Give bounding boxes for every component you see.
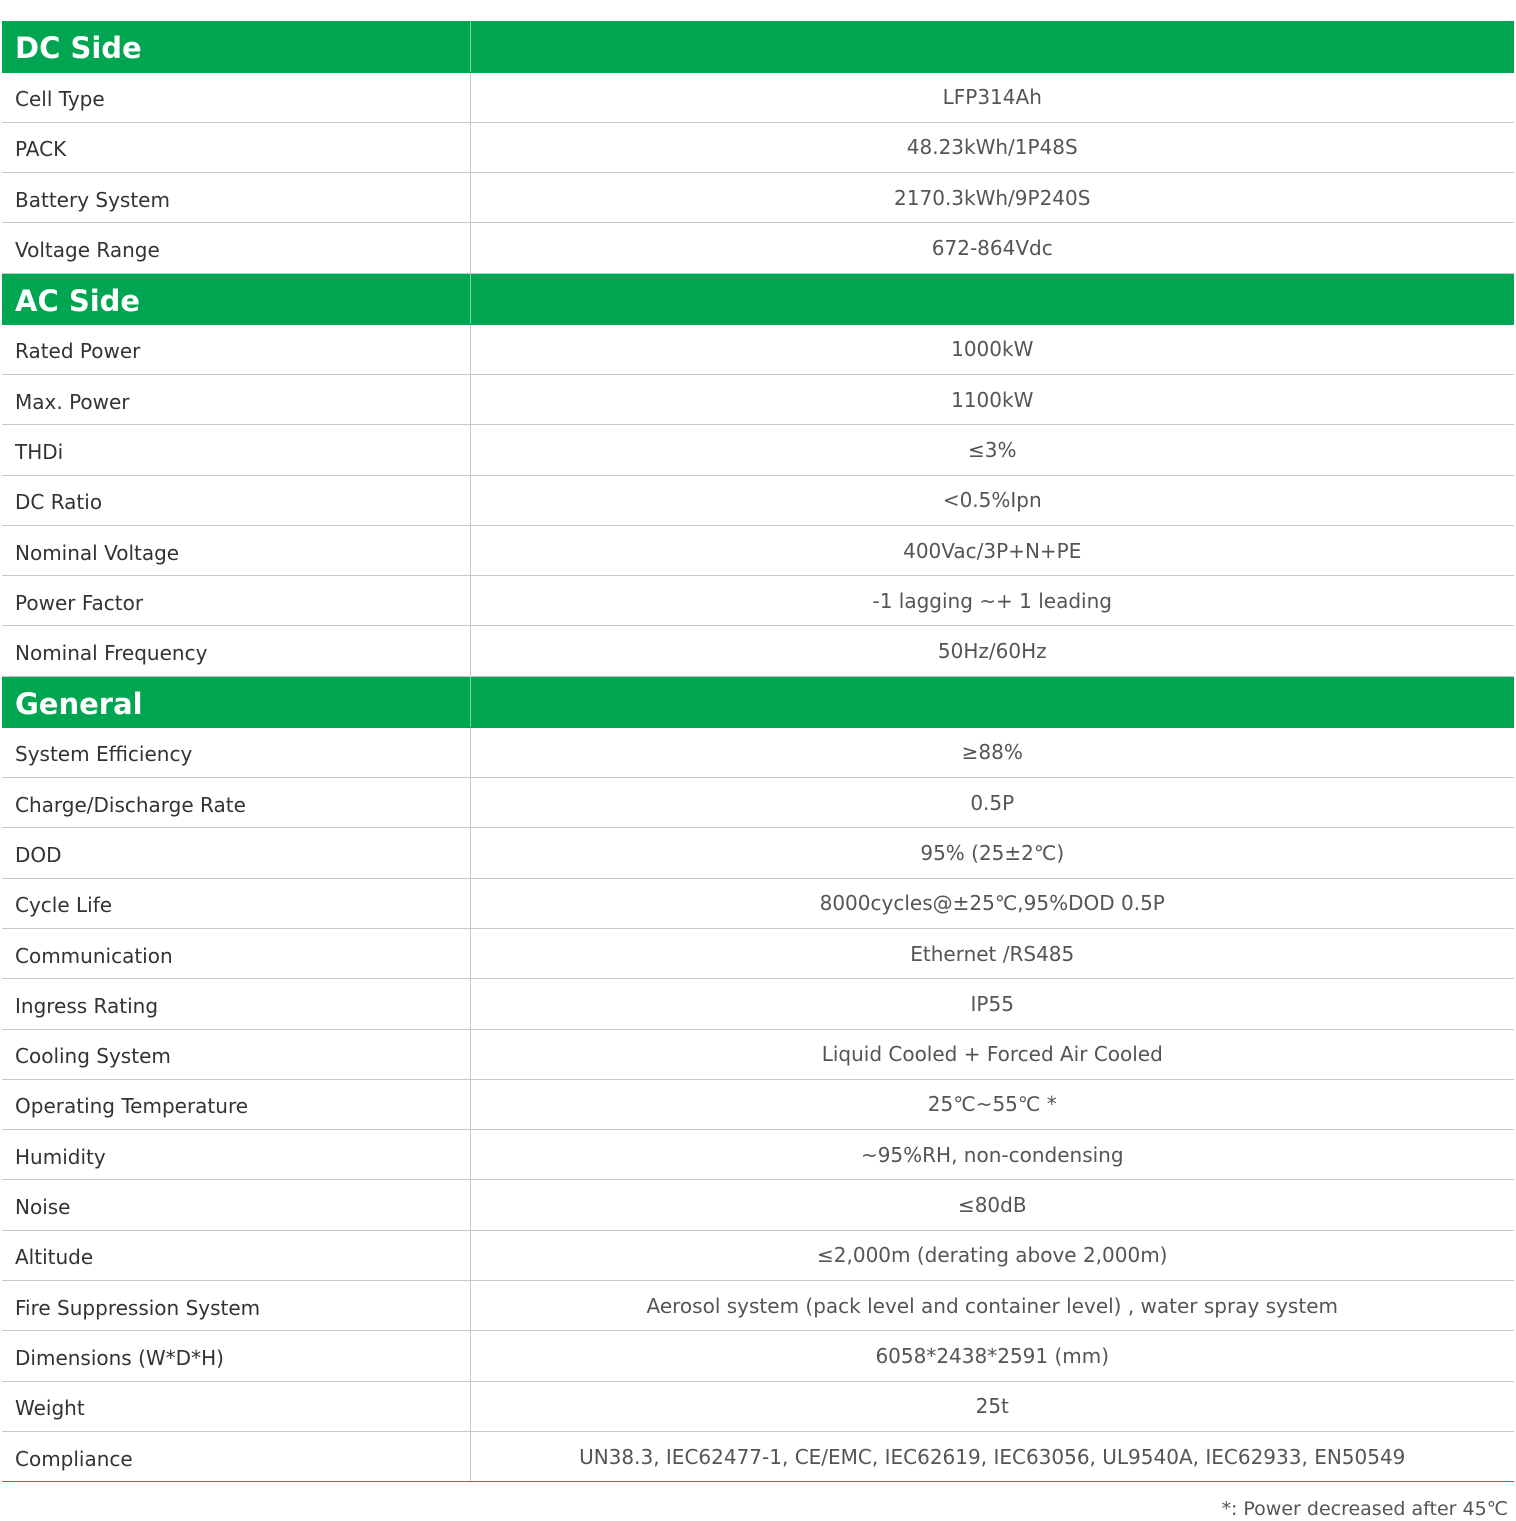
spec-label: Power Factor (2, 576, 470, 626)
spec-label: Ingress Rating (2, 979, 470, 1029)
spec-label: Weight (2, 1381, 470, 1431)
spec-label: Communication (2, 928, 470, 978)
table-row (2, 1180, 1514, 1230)
spec-label: Fire Suppression System (2, 1281, 470, 1331)
spec-label: Voltage Range (2, 223, 470, 273)
table-row (2, 576, 1514, 626)
spec-label: DC Ratio (2, 475, 470, 525)
spec-value: IP55 (470, 979, 1514, 1029)
spec-label: System Efficiency (2, 727, 470, 777)
table-row (2, 1230, 1514, 1280)
section-header-fill (470, 676, 1514, 727)
spec-value: 672-864Vdc (470, 223, 1514, 273)
section-header-fill (470, 273, 1514, 324)
spec-value: <0.5%Ipn (470, 475, 1514, 525)
section-title: DC Side (2, 21, 470, 72)
section-header (2, 21, 1514, 72)
footnote: *: Power decreased after 45℃ (1221, 1498, 1508, 1520)
spec-label: Nominal Voltage (2, 525, 470, 575)
table-row (2, 1029, 1514, 1079)
table-row (2, 425, 1514, 475)
table-row (2, 324, 1514, 374)
spec-label: Max. Power (2, 374, 470, 424)
spec-table-body (2, 21, 1514, 1482)
table-row (2, 122, 1514, 172)
spec-value: Aerosol system (pack level and container level) , water spray system (470, 1281, 1514, 1331)
spec-label: Noise (2, 1180, 470, 1230)
spec-label: DOD (2, 828, 470, 878)
spec-value: ≤3% (470, 425, 1514, 475)
table-row (2, 1381, 1514, 1431)
table-row (2, 525, 1514, 575)
table-row (2, 374, 1514, 424)
table-row (2, 878, 1514, 928)
table-row (2, 72, 1514, 122)
spec-table (2, 21, 1514, 1482)
table-row (2, 1431, 1514, 1481)
spec-value: 1000kW (470, 324, 1514, 374)
table-row (2, 173, 1514, 223)
spec-label: Nominal Frequency (2, 626, 470, 676)
table-row (2, 475, 1514, 525)
table-row (2, 1281, 1514, 1331)
spec-value: 1100kW (470, 374, 1514, 424)
spec-value: 0.5P (470, 778, 1514, 828)
table-row (2, 828, 1514, 878)
table-row (2, 1079, 1514, 1129)
spec-label: Humidity (2, 1130, 470, 1180)
section-header (2, 273, 1514, 324)
spec-value: 48.23kWh/1P48S (470, 122, 1514, 172)
section-title: General (2, 676, 470, 727)
spec-label: Rated Power (2, 324, 470, 374)
spec-value: LFP314Ah (470, 72, 1514, 122)
spec-value: 25℃~55℃ * (470, 1079, 1514, 1129)
spec-label: Operating Temperature (2, 1079, 470, 1129)
spec-label: Cell Type (2, 72, 470, 122)
spec-value: ~95%RH, non-condensing (470, 1130, 1514, 1180)
section-header-fill (470, 21, 1514, 72)
table-row (2, 1331, 1514, 1381)
table-row (2, 626, 1514, 676)
spec-label: Compliance (2, 1431, 470, 1481)
spec-value: Liquid Cooled + Forced Air Cooled (470, 1029, 1514, 1079)
spec-label: Cooling System (2, 1029, 470, 1079)
section-header (2, 676, 1514, 727)
spec-value: UN38.3, IEC62477-1, CE/EMC, IEC62619, IEC63056, UL9540A, IEC62933, EN50549 (470, 1431, 1514, 1481)
spec-label: Battery System (2, 173, 470, 223)
spec-value: 400Vac/3P+N+PE (470, 525, 1514, 575)
spec-value: 2170.3kWh/9P240S (470, 173, 1514, 223)
spec-label: Cycle Life (2, 878, 470, 928)
table-row (2, 223, 1514, 273)
spec-value: ≥88% (470, 727, 1514, 777)
spec-label: Altitude (2, 1230, 470, 1280)
table-row (2, 1130, 1514, 1180)
section-title: AC Side (2, 273, 470, 324)
spec-value: -1 lagging ~+ 1 leading (470, 576, 1514, 626)
spec-label: THDi (2, 425, 470, 475)
spec-value: 25t (470, 1381, 1514, 1431)
spec-label: Dimensions (W*D*H) (2, 1331, 470, 1381)
spec-label: PACK (2, 122, 470, 172)
spec-value: 95% (25±2℃) (470, 828, 1514, 878)
spec-label: Charge/Discharge Rate (2, 778, 470, 828)
spec-value: 8000cycles@±25℃,95%DOD 0.5P (470, 878, 1514, 928)
spec-value: ≤2,000m (derating above 2,000m) (470, 1230, 1514, 1280)
spec-value: ≤80dB (470, 1180, 1514, 1230)
table-row (2, 928, 1514, 978)
table-row (2, 778, 1514, 828)
table-row (2, 979, 1514, 1029)
table-row (2, 727, 1514, 777)
spec-value: 50Hz/60Hz (470, 626, 1514, 676)
spec-value: Ethernet /RS485 (470, 928, 1514, 978)
spec-value: 6058*2438*2591 (mm) (470, 1331, 1514, 1381)
